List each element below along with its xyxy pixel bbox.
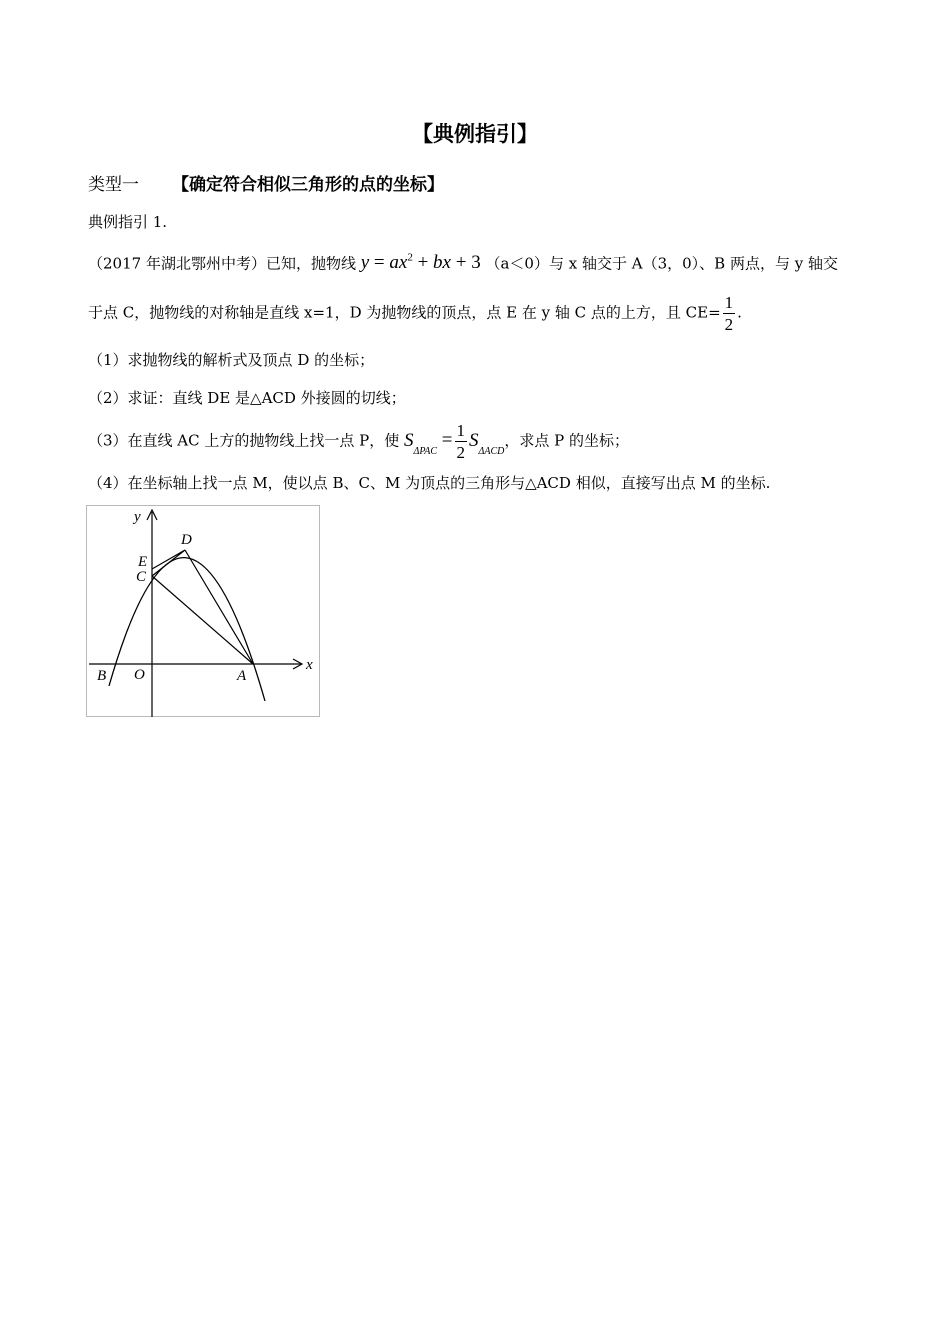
eq-three: 3 — [471, 252, 481, 274]
question-2: （2）求证：直线 DE 是△ACD 外接圆的切线； — [88, 389, 406, 407]
half-denominator: 2 — [456, 443, 466, 462]
segment-ca — [152, 576, 253, 664]
type-heading: 类型一 — [88, 175, 139, 195]
type-title: 【确定符合相似三角形的点的坐标】 — [172, 175, 444, 195]
eq-plus-2: + — [455, 252, 467, 274]
eq-bx: bx — [433, 252, 451, 274]
problem-intro-a: （2017 年湖北鄂州中考）已知，抛物线 — [88, 254, 356, 273]
page-title: 【典例指引】 — [412, 121, 538, 146]
parabola-figure — [86, 505, 320, 717]
parabola-equation — [361, 252, 481, 273]
half-numerator: 1 — [456, 421, 466, 440]
area-pac-subscript: ΔPAC — [413, 445, 438, 457]
eq-equals: = — [373, 252, 385, 274]
label-e: E — [138, 554, 148, 570]
question-3-text-a: （3）在直线 AC 上方的抛物线上找一点 P，使 — [88, 431, 400, 450]
problem-intro-b: （a＜0）与 x 轴交于 A（3，0）、B 两点，与 y 轴交 — [485, 254, 838, 273]
label-c: C — [136, 569, 147, 585]
label-a: A — [237, 668, 247, 684]
segment-cd — [152, 550, 185, 576]
ce-numerator: 1 — [724, 293, 734, 312]
area-equals: = — [441, 429, 453, 451]
area-pac-s: S — [404, 429, 414, 451]
example-label: 典例指引 1. — [88, 213, 168, 231]
section-heading — [88, 170, 444, 195]
eq-y: y — [360, 252, 370, 274]
question-4: （4）在坐标轴上找一点 M，使以点 B、C、M 为顶点的三角形与△ACD 相似，直接写出点 M 的坐标. — [88, 474, 771, 492]
half-fraction — [455, 420, 468, 463]
eq-plus-1: + — [417, 252, 429, 274]
label-y: y — [134, 509, 141, 525]
figure-svg — [87, 506, 321, 718]
label-b: B — [97, 668, 107, 684]
eq-ax: ax — [389, 252, 408, 274]
question-3-text-b: ，求点 P 的坐标； — [504, 431, 630, 450]
problem-line-1 — [88, 252, 838, 274]
label-x: x — [306, 657, 313, 673]
label-d: D — [181, 532, 192, 548]
ce-denominator: 2 — [724, 315, 734, 334]
question-1: （1）求抛物线的解析式及顶点 D 的坐标； — [88, 351, 375, 369]
segment-ed — [152, 550, 185, 569]
segment-da — [185, 550, 253, 664]
problem-line-2 — [88, 292, 742, 335]
ce-fraction — [723, 292, 736, 335]
area-acd-s: S — [469, 429, 479, 451]
area-acd-subscript: ΔACD — [478, 445, 505, 457]
problem-line2-b: . — [737, 303, 742, 322]
eq-exponent: 2 — [407, 252, 413, 264]
problem-line2-a: 于点 C，抛物线的对称轴是直线 x=1，D 为抛物线的顶点，点 E 在 y 轴 C 点的上方，且 CE= — [88, 303, 721, 322]
question-3 — [88, 420, 629, 463]
label-o: O — [134, 667, 145, 683]
